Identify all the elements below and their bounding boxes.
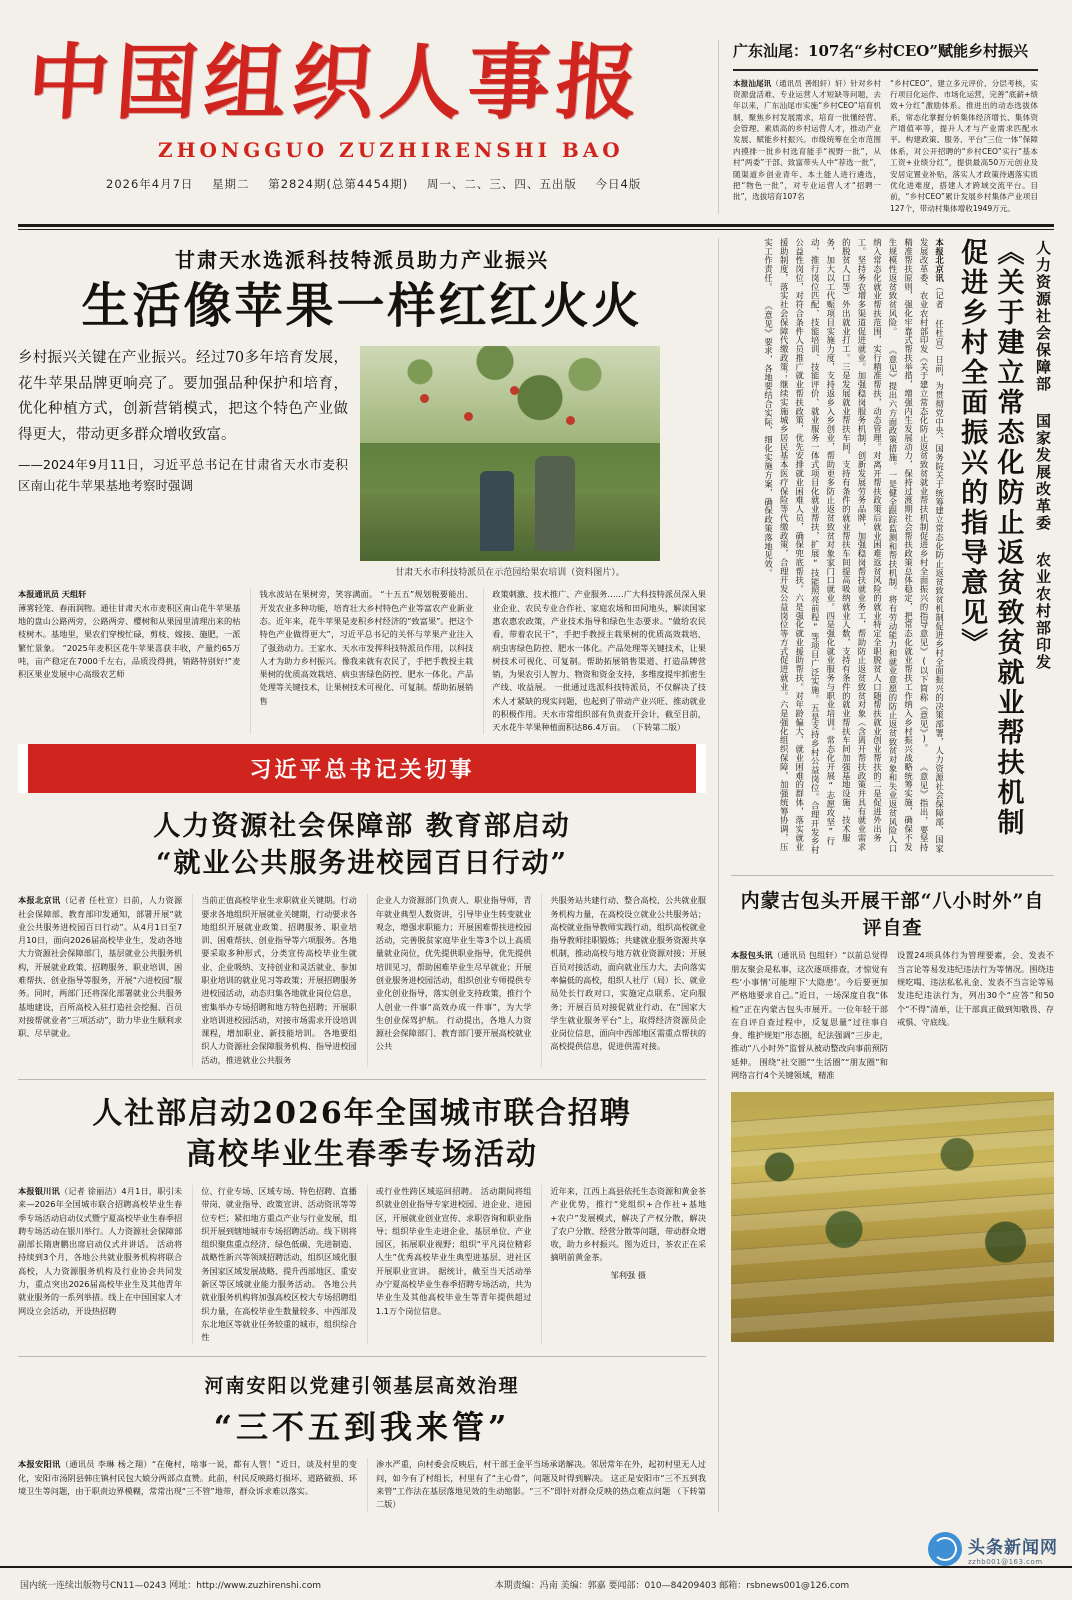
globe-icon xyxy=(928,1532,962,1566)
top-right-story xyxy=(718,40,1038,214)
story4-headline: 内蒙古包头开展干部“八小时外”自评自查 xyxy=(740,890,1045,939)
watermark-name: 头条新闻网 xyxy=(968,1537,1058,1558)
top-right-source: （通讯员 善组轩） xyxy=(771,78,836,88)
story3-photo-credit: 邹利强 摄 xyxy=(610,1269,646,1280)
issue-pages: 今日4版 xyxy=(595,177,642,192)
lead-col1: 本报通讯员 天组轩 薄雾轻笼、春雨润物。通往甘肃天水市麦积区南山花牛苹果基地的盘山公路两旁，公路两旁、樱树和从果园里清理出来的枯枝树木。基地里，果农们穿梭忙碌，剪枝、嫁接、施肥，一派繁忙景象。 “2025年麦积区花牛苹果喜获丰收，产量约65万吨，亩产稳定在7000千左右，品质没得挑，销路特别好!”麦积区果业发展中心高级农艺师 xyxy=(18,589,241,680)
story3-source: （记者 徐丽洁） xyxy=(59,1186,122,1196)
issue-schedule: 周一、二、三、四、五出版 xyxy=(426,177,577,192)
policy-source: （记者 任杜宣）日前， xyxy=(934,282,945,383)
story5-body xyxy=(18,1458,706,1511)
story2-col1: 本报北京讯（记者 任杜宣）日前，人力资源社会保障部、教育部印发通知，部署开展“就业公共服务进校园百日行动”。从4月1日至7月10日，面向2026届高校毕业生，发动各地大力资源社会保障部门，基层就业公共服务机构，开展就业政策、招聘服务、职业培训、困难帮扶、创业指导等服务，开展“六进校园”服务。同时，两部门还将深化部署就业公共服务基地建设，百所高校入驻打造社会挖掘、百员对接帮就业者“三项活动”，助力毕业生顺利求职、尽早就业。 xyxy=(18,895,183,1039)
lead-quote: 乡村振兴关键在产业振兴。经过70多年培育发展，花牛苹果品牌更响亮了。要加强品种保护和培育，优化种植方式，创新营销模式，把这个特色产业做得更大，带动更多群众增收致富。 xyxy=(18,350,348,443)
newspaper-title: 中国组织人事报 xyxy=(24,35,648,131)
newspaper-pinyin: ZHONGGUO ZUZHIRENSHI BAO xyxy=(158,138,624,163)
story3-headline: 人社部启动2026年全国城市联合招聘 高校毕业生春季专场活动 xyxy=(92,1096,632,1172)
top-right-col1: 本报汕尾讯（通讯员 善组轩）轩）针对乡村资源盘活难、专业运营人才短缺等问题，去年以来，广东汕尾市实施“乡村CEO”培育机制，聚焦乡村发展需求，培育一批懂经营、会管理、素质高的乡村运营人才，推动产业发展、赋能乡村振兴。市级统筹在全市范围内摸排一批乡村选育能手“视野一批”，从村“两委”干部、致富带头人中“荐选一批”，随渠道乡创业青年、本土能人进行遴选，把“物色一批”，对专业运营人才“招聘一批”，选拔培育107名 xyxy=(733,78,881,202)
issue-weekday: 星期二 xyxy=(212,177,250,192)
policy-byline: 本报北京讯 xyxy=(934,238,945,283)
story5-col1: 本报安阳讯（通讯员 李琳 杨之翔）“在俺村，啥事一说，都有人管！”近日，谈及村里的变化，安阳市汤阴县韩庄镇村民包大娘分两部点直赞。此前，村民反映路灯损坏、道路破损、环境卫生等问题，由于职责边界模糊，常常出现“三不管”地带，群众诉求难以落实。 xyxy=(18,1459,357,1496)
top-right-headline: 广东汕尾：107名“乡村CEO”赋能乡村振兴 xyxy=(733,40,1038,71)
lead-byline: 本报通讯员 天组轩 xyxy=(18,589,87,600)
story2-headline: 人力资源社会保障部 教育部启动 “就业公共服务进校园百日行动” xyxy=(153,811,571,879)
story2-source: （记者 任杜宣）日 xyxy=(60,895,132,906)
lead-photo-block xyxy=(360,346,660,578)
lead-quote-source: ——2024年9月11日，习近平总书记在甘肃省天水市麦积区南山花牛苹果基地考察时强调 xyxy=(18,456,348,494)
policy-subtitle: 人力资源社会保障部 国家发展改革委 农业农村部印发 xyxy=(1034,240,1052,672)
lead-body xyxy=(18,588,706,734)
lead-quote-block xyxy=(18,346,348,578)
lead-shoulder: 甘肃天水选派科技特派员助力产业振兴 xyxy=(175,248,549,273)
masthead-rule-thin xyxy=(18,229,1054,230)
top-right-byline: 本报汕尾讯 xyxy=(733,78,772,88)
watermark xyxy=(928,1532,1058,1566)
story3-col2: 位、行业专场、区域专场、特色招聘、直播带岗、就业指导、政策宣讲、活动资讯等等位专栏；紧扣地方重点产业与行业发展，组织开展到辖地城市专场招聘活动。线下则将组织聚焦重点经济、绿色低碳、先进制造、战略性新兴等领域招聘活动，组织区域化服务国家区域发展战略、提升西部地区、重安新区等区域就业能力服务活动。 各地公共就业服务机构将加强高校区校大专场招聘组织力量，在高校毕业生数量较多、中西部及东北地区等就业任务较重的城市，组织综合性 xyxy=(192,1185,357,1344)
story3-col3: 或行业性跨区域巡回招聘。 活动期间将组织就业创业指导专家进校园、进企业、进园区，开展就业创业宣传、求职咨询和职业指导；组织毕业生走进企业、基层单位、产业园区，拓展职业视野；组织“平凡岗位精彩人生”优秀高校毕业生典型进基层、进社区开展职业宣讲。 据统计，截至当天活动举办宁夏高校毕业生春季招聘专场活动，共为毕业生及其他高校毕业生等青年提供超过1.1万个岗位信息。 xyxy=(367,1185,532,1344)
orchard-photo xyxy=(360,346,660,561)
masthead xyxy=(18,0,1054,214)
policy-title: 《关于建立常态化防止返贫致贫就业帮扶机制促进乡村全面振兴的指导意见》 xyxy=(956,238,1024,839)
story3-photo-caption-col xyxy=(541,1185,706,1344)
masthead-rule xyxy=(18,224,1054,227)
story2-body xyxy=(18,894,706,1067)
story3-caption: 近年来，江西上高县依托生态资源和黄金茶产业优势，推行“党组织+合作社+基地+农户”发展模式，解决了产权分散，解决了农户分散、经营分散等问题，带动群众增收，助力乡村振兴。图为近日，茶农正在采摘明前黄金茶。 xyxy=(550,1186,707,1263)
xi-jinping-banner: 习近平总书记关切事 xyxy=(18,744,706,793)
story4-source: （通讯员 包组轩） xyxy=(772,950,843,961)
main-column xyxy=(18,238,718,1511)
issue-date: 2026年4月7日 xyxy=(106,177,194,192)
side-column xyxy=(718,238,1054,1511)
policy-story xyxy=(731,238,1054,863)
story3-col1: 本报银川讯（记者 徐丽洁）4月1日，职引未来—2026年全国城市联合招聘高校毕业生春季专场活动启动仪式暨宁夏高校毕业生春季招聘专场活动在银川举行。人力资源社会保障部副部长隋唐鹏出席启动仪式并讲话。 活动将持续到3个月，各地公共就业服务机构将联合高校，人力资源服务机构及行业协会共同发力，重点突出2026届高校毕业生及其他青年就业服务的一系列举措。线上在中国国家人才网设立会活动，开设热招聘 xyxy=(18,1186,183,1316)
story2-col3: 企业人力资源部门负责人、职业指导师，青年就业典型人数资讲，引导毕业生转变就业观念，增强求职能力；开展困难帮扶进校园活动，完善脱贫家庭毕业生等3个以上高质量就业岗位，优先提供职业指导，优先提供培训见习，帮助困难毕业生尽早就业；开展创业服务进校园活动，组织创业专师提供专业化创业指导，落实创业支持政策，推行个人创业一件事“高效办成一件事”，为大学生创业保驾护航。 行动提出，各地人力资源社会保障部门、教育部门要开展高校就业公共 xyxy=(367,894,532,1067)
story5-col2: 渗水严重，向村委会反映后，村干部王金平当场承诺解决。邻居常年在外，起初村里无人过问，如今有了村组长，村里有了“主心骨”，问题及时得到解决。 这正是安阳市“三不五到我来管”工作法在基层落地见效的生动缩影。“三不”即针对群众反映的热点难点问题 （下转第二版） xyxy=(367,1458,706,1511)
story3-body xyxy=(18,1185,706,1344)
lead-headline: 生活像苹果一样红红火火 xyxy=(81,278,643,335)
top-right-col2: “乡村CEO”。建立多元评价、分层考核，实行项目化运作、市场化运营，完善“底薪+绩效+分红”激励体系。推进出的动态选拔体系，常态化掌握分析集体经济增长、集体资产增值率等，提升人才与产业需求匹配水平。构建政策、服务、平台“三位一体”保障体系，对公开招聘的“乡村CEO”实行“基本工资+业绩分红”，提供最高50万元创业及安居定置业补贴，落实人才政策待遇落实质优化进难度，搭建人才跨域交流平台。目前，“乡村CEO”累计发展乡村集体产业项目127个，带动村集体增收1949万元。 xyxy=(890,78,1038,213)
page-footer xyxy=(0,1566,1072,1600)
lead-col3: 政策刺激、技术推广、产业服务……广大科技特派员深入果业企业、农民专业合作社、家庭农场和田间地头，解读国家惠农惠农政策，产业技术指导和绿色生态要求。“做给农民看，带着农民干”，手把手教授主栽果树的优质高效栽培、病虫害绿色防控、肥水一体化。产品处理等关键技术，让果树技术可视化、可复制。帮助拓展销售渠道、打造品牌营销，为果农引人智力、物资和资金支持，多维度提牢抓密生产线、收益展。 一批通过选派科技特派员，不仅解决了技术人才紧缺的现实问题，也起到了带动产业兴旺、推动就业的积极作用。天水市常组织部有负责查开会计，截至目前，天水花牛苹果种植面积达86.4万亩。 （下转第二版） xyxy=(483,588,706,734)
story5-headline: “三不五到我来管” xyxy=(213,1408,511,1447)
orchard-photo-caption: 甘肃天水市科技特派员在示范园给果农培训（资料图片）。 xyxy=(395,568,625,579)
story4-byline: 本报包头讯 xyxy=(731,950,773,961)
lead-col2: 钱水波站在果树旁，笑容满面。 “十五五”规划税要能出、开发农业多种功能，培育壮大乡村特色产业等富农产业新业态。近年来，花牛苹果是麦积乡村经济的“致富果”。把这个特色产业做得更大”，习近平总书记的关怀与苹果产业注入了强劲动力。王家水、天水市发挥科技特派员作用，以科技人才为助力乡村振兴。像我来就有农民了，手把手教授主栽果树的优质高效栽培、病虫害绿色防控、肥水一体化。产品处理等关键技术，让果树技术可视化、可复制。帮助拓展销售 xyxy=(250,588,473,734)
story5-byline: 本报安阳讯 xyxy=(18,1459,61,1470)
story2-byline: 本报北京讯 xyxy=(18,895,61,906)
story5-jump: （下转第二版） xyxy=(375,1485,706,1510)
masthead-left xyxy=(18,35,718,214)
terrace-photo xyxy=(731,1092,1054,1342)
story4-col1: 本报包头讯（通讯员 包组轩）“以前总觉得朋友聚会是私事，这次逐项排查，才惊觉有些‘小事情’可能埋下‘大隐患’。今后要更加严格地要求自己。”近日，一场深度自我“体检”正在内蒙古包头市展开。一位年轻干部在自评自查过程中，反复思量“过往事自身、维护规矩”形态圈，纪法强调“三步走，推动“八小时外”监督从被动整改向事前预防延伸。 围绕“社交圈”“生活圈”“朋友圈”和网络言行4个关键领域，精准 xyxy=(731,950,888,1080)
footer-right: 本期责编：冯南 美编：郭嘉 要闻部：010—84209403 邮箱：rsbnews001@126.com xyxy=(494,1580,850,1591)
issue-number: 第2824期(总第4454期) xyxy=(268,177,409,192)
watermark-sub: zzhb001@163.com xyxy=(968,1557,1043,1566)
policy-body: 本报北京讯（记者 任杜宣）日前，为贯彻党中央、国务院关于统筹建立常态化防止返贫致贫机制促进乡村全面振兴的决策部署，人力资源社会保障部、国家发展改革委、农业农村部印发《关于建立常态化防止返贫致贫就业帮扶机制促进乡村全面振兴的指导意见》(以下简称《意见》)。 《意见》指出，要坚持精准帮扶原则，强化牢靠式帮扶举措，增强内生发展动力，保持过渡期社会帮扶政策总体稳定，把常态化就业帮扶工作纳入乡村振兴战略统筹实施，确保不发生规模性返贫致贫风险。 《意见》提出六方面政策措施。一是健全跟踪监测和帮扶机制。将有劳动能力和就业意愿的防止返贫致贫对象和失业返贫风险人口纳入常态化就业帮扶范围，实行精准帮扶，动态管理。对离开帮扶政策后就业困难返贫风险的就业特定全职脱贫人口随帮扶就业创业帮扶的二是促进外出务工。坚持务农增多渠道促进就业。加强稳岗服务机制，创新发展劳务品牌，加强稳岗帮扶就业务工，帮助防止返贫致贫对象（含离开帮扶政策并具有就业需求的脱贫人口等）外出就业打工。三是发展就业帮扶车间，支持有条件的就业帮扶车间提高吸纳就业人数，支持有条件的就业帮扶车间加强基地设施、技术服务，加大以工代赈项目实施力度，支持返乡入乡创业，帮助更多防止返贫致贫对象家门口就业。四是强化就业服务与职业培训。常态化开展“志愿攻坚”行动，推行岗位匹配、技能培训、技能评价、就业服务一体式项目化就业帮扶，扩展“技能照亮前程”等项目广泛实施。五是支持乡村公益岗位。合理开发乡村公益性岗位，对符合条件人员推广就业帮扶政策，优先安排就业困难人员，确保兜底帮扶。六是强化就业援助帮扶。对年龄偏大、就业困难的群体，落实就业援助制度，落实社会保障代缴政策；继续实施城乡居民基本医疗保险等代缴政策，合理开发公益岗位等方式促进就业。六是强化组织保障，加强统筹协调，压实工作责任。 《意见》要求，各地要结合实际，细化实施方案，确保政策落地见效。 xyxy=(763,238,945,855)
story2-col2: 当前正值高校毕业生求职就业关键期。行动要求各地组织开展就业关键期，行动要求各地组织开展就业政策、招聘服务、职业培训、困难帮扶、创业指导等六项服务。各地要采取多种形式，分类宣传高校毕业生就业、企业吸纳、支持创业和灵活就业、参加职业培训的就业见习等政策；开展招聘服务进校园活动，动态归集各地就业岗位信息，密集举办专场招聘和地方特色招聘；开展职业培训进校园活动，对接市场需求开设培训课程，增加职业、新技能培训。 各地要组织人力资源社会保障服务机构、指导进校园活动，推进就业公共服务 xyxy=(192,894,357,1067)
lead-jump: （下转第二版） xyxy=(627,722,686,733)
story4-body xyxy=(731,949,1054,1082)
masthead-meta xyxy=(18,176,718,192)
footer-left: 国内统一连续出版物号CN11—0243 网址：http://www.zuzhirenshi.com xyxy=(20,1580,321,1591)
page-body xyxy=(18,238,1054,1511)
story4-col2: 设置24项具体行为管理要素，会、发表不当言论等易发违纪违法行为等情况。围绕违规吃喝、违法私私礼金、发表不当言论等易发违纪违法行为，列出30个“应答”和50个“不得”清单，让干部真正做到知敬畏、存戒惧、守底线。 xyxy=(897,950,1054,1027)
story5-source: （通讯员 李琳 杨之翔） xyxy=(60,1459,152,1470)
story2-col4: 共服务站共建行动、整合高校、公共就业服务机构力量，在高校设立就业公共服务站；高校就业指导教师实践行动，组织高校就业指导教师挂职锻炼；共建就业服务资源共享机制，推动高校与地方就业资源对接；开展百员对接活动，面向就业压力大、去向落实率偏低的高校，组织人社厅（局）长、就业局处长行政对口，实施定点联系、定向服务；开展百员对接促就业行动、在“国家大学生就业服务平台”上，取得经济资源员企业岗位信息，面向中西部地区需重点帮扶的高校提供信息，促进供需对接。 xyxy=(541,894,706,1067)
story3-byline: 本报银川讯 xyxy=(18,1186,60,1196)
story5-shoulder: 河南安阳以党建引领基层高效治理 xyxy=(204,1375,520,1398)
